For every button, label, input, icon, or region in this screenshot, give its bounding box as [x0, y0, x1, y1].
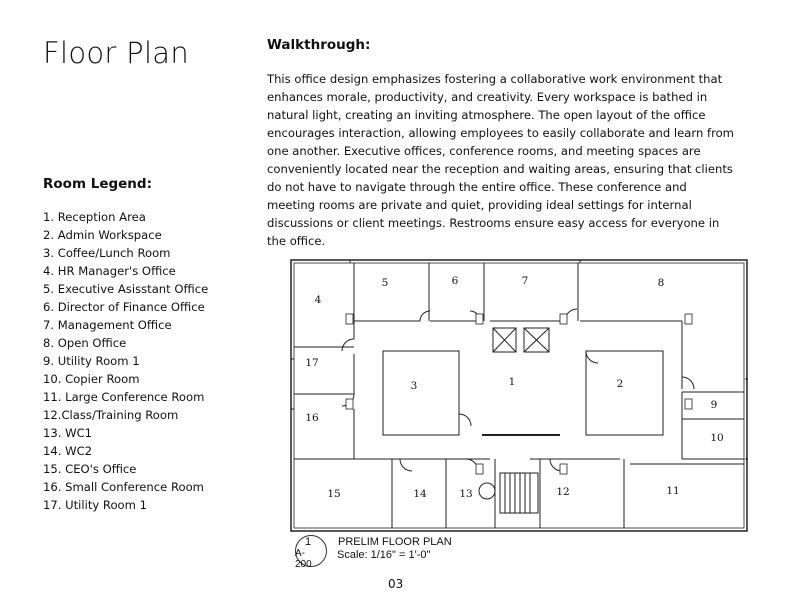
room-number-11: 11 — [666, 485, 680, 497]
room-number-6: 6 — [451, 275, 459, 287]
room-legend-heading: Room Legend: — [43, 176, 152, 192]
legend-item: 8. Open Office — [43, 336, 127, 350]
drawing-title: PRELIM FLOOR PLAN — [338, 536, 452, 548]
page-title: Floor Plan — [43, 36, 190, 70]
room-number-10: 10 — [710, 432, 724, 444]
room-number-13: 13 — [459, 488, 473, 500]
room-number-8: 8 — [657, 277, 665, 289]
legend-item: 10. Copier Room — [43, 372, 140, 386]
sheet-number: A-200 — [295, 548, 312, 570]
legend-item: 5. Executive Asisstant Office — [43, 282, 209, 296]
walkthrough-heading: Walkthrough: — [267, 37, 371, 53]
legend-item: 1. Reception Area — [43, 210, 146, 224]
room-number-14: 14 — [413, 488, 427, 500]
room-number-15: 15 — [327, 488, 341, 500]
room-legend-list — [43, 208, 208, 514]
legend-item: 17. Utility Room 1 — [43, 498, 147, 512]
room-number-5: 5 — [381, 277, 389, 289]
room-number-16: 16 — [305, 412, 319, 424]
legend-item: 3. Coffee/Lunch Room — [43, 246, 171, 260]
page-number: 03 — [388, 577, 404, 591]
room-number-7: 7 — [521, 275, 529, 287]
legend-item: 14. WC2 — [43, 444, 93, 458]
drawing-scale: Scale: 1/16" = 1'-0" — [337, 549, 431, 561]
legend-item: 13. WC1 — [43, 426, 93, 440]
legend-item: 9. Utility Room 1 — [43, 354, 140, 368]
legend-item: 7. Management Office — [43, 318, 172, 332]
legend-item: 2. Admin Workspace — [43, 228, 162, 242]
room-number-4: 4 — [314, 294, 322, 306]
legend-item: 6. Director of Finance Office — [43, 300, 205, 314]
room-number-3: 3 — [410, 380, 418, 392]
legend-item: 11. Large Conference Room — [43, 390, 205, 404]
room-number-12: 12 — [556, 486, 570, 498]
legend-item: 16. Small Conference Room — [43, 480, 204, 494]
legend-item: 12.Class/Training Room — [43, 408, 179, 422]
room-number-9: 9 — [710, 399, 718, 411]
legend-item: 4. HR Manager's Office — [43, 264, 176, 278]
floor-plan-drawing — [290, 259, 750, 535]
room-number-1: 1 — [508, 376, 516, 388]
room-number-17: 17 — [305, 357, 319, 369]
legend-item: 15. CEO's Office — [43, 462, 137, 476]
walkthrough-body: This office design emphasizes fostering a collaborative work environment that enhances morale, productivity, and creativity. Every workspace is bathed in natural light, creating an inviting atmosphere. The open layout of the office encourages interaction, allowing employees to easily collaborate and learn from one another. Executive offices, conference rooms, and meeting spaces are conveniently located near the reception and waiting areas, ensuring that clients do not have to navigate through the entire office. These conference and meeting rooms are private and quiet, providing ideal settings for internal discussions or client meetings. Restrooms ensure easy access for everyone in the office. — [267, 72, 734, 248]
room-number-2: 2 — [616, 378, 624, 390]
drawing-number: 1 — [305, 536, 312, 548]
